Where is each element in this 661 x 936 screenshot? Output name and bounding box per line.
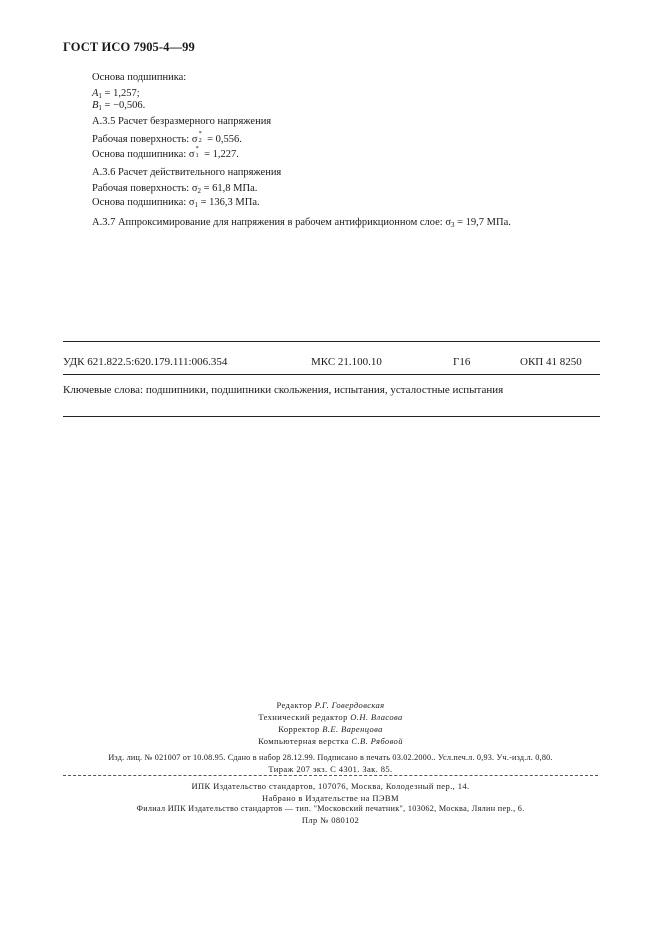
layout-line	[0, 736, 661, 746]
middle-rule	[63, 374, 600, 375]
top-rule	[63, 341, 600, 342]
okp-code: ОКП 41 8250	[520, 356, 582, 368]
a35-heading: А.3.5 Расчет безразмерного напряжения	[92, 116, 272, 127]
keywords: Ключевые слова: подшипники, подшипники скольжения, испытания, усталостные испытания	[63, 384, 504, 396]
mks-code: МКС 21.100.10	[311, 356, 382, 368]
layout-label: Компьютерная верстка	[258, 736, 349, 746]
b1-index: 1	[98, 104, 102, 112]
a1-index: 1	[98, 92, 102, 100]
a35-work-surface	[92, 130, 242, 145]
a36-work-label: Рабочая поверхность: σ	[92, 183, 198, 194]
a36-work-surface	[92, 183, 257, 195]
coef-b1	[92, 100, 145, 112]
tech-editor-line	[0, 712, 661, 722]
a37-text: А.3.7 Аппроксимирование для напряжения в рабочем антифрикционном слое: σ	[92, 217, 451, 228]
a36-work-value: = 61,8 МПа.	[203, 183, 258, 194]
editor-name: Р.Г. Говердовская	[314, 700, 385, 710]
a36-work-sub: 2	[197, 187, 202, 195]
a35-base-value: = 1,227.	[204, 149, 239, 160]
a1-symbol: A	[92, 88, 99, 99]
coef-a1	[92, 88, 140, 100]
a37-sub: 3	[450, 221, 455, 229]
a36-base	[92, 197, 260, 209]
a36-base-sub: 1	[194, 201, 198, 209]
b1-value: = −0,506.	[104, 100, 146, 111]
tech-editor-name: О.Н. Власова	[350, 712, 403, 722]
plr-line: Плр № 080102	[301, 815, 360, 825]
a36-base-value: = 136,3 МПа.	[200, 197, 260, 208]
a35-work-sub: 2	[198, 137, 202, 144]
a35-work-value: = 0,556.	[207, 134, 242, 145]
b1-symbol: B	[92, 100, 99, 111]
a35-work-sup: *	[198, 130, 202, 137]
a35-base-sup: *	[195, 145, 199, 152]
publisher-line: ИПК Издательство стандартов, 107076, Москва, Колодезный пер., 14.	[191, 781, 470, 791]
a1-value: = 1,257;	[104, 88, 140, 99]
circulation-line: Тираж 207 экз. С 4301. Зак. 85.	[268, 764, 393, 774]
editor-label: Редактор	[276, 700, 313, 710]
bottom-rule	[63, 416, 600, 417]
layout-name: С.В. Рябовой	[351, 736, 403, 746]
corrector-label: Корректор	[278, 724, 320, 734]
typeset-line: Набрано в Издательстве на ПЭВМ	[262, 793, 399, 803]
imprint-divider	[63, 775, 598, 776]
a35-base	[92, 145, 239, 160]
corrector-name: В.Е. Варенцова	[322, 724, 383, 734]
a36-heading: А.3.6 Расчет действительного напряжения	[92, 167, 282, 178]
udk-code: УДК 621.822.5:620.179.111:006.354	[63, 356, 228, 368]
base-title: Основа подшипника:	[92, 72, 187, 83]
publishing-line: Изд. лиц. № 021007 от 10.08.95. Сдано в набор 28.12.99. Подписано в печать 03.02.2000.. Усл.печ.л. 0,93. Уч.-изд.л. 0,80.	[108, 753, 553, 762]
a35-work-label: Рабочая поверхность: σ	[92, 134, 198, 145]
a35-base-label: Основа подшипника: σ	[92, 149, 195, 160]
a36-base-label: Основа подшипника: σ	[92, 197, 195, 208]
tech-editor-label: Технический редактор	[258, 712, 348, 722]
a37-approximation	[92, 217, 511, 229]
branch-line: Филиал ИПК Издательство стандартов — тип. "Московский печатник", 103062, Москва, Лялин пер., 6.	[136, 804, 525, 813]
group-code: Г16	[453, 356, 471, 368]
document-header: ГОСТ ИСО 7905-4—99	[63, 40, 195, 54]
editor-line	[0, 700, 661, 710]
corrector-line	[0, 724, 661, 734]
a37-value: = 19,7 МПа.	[457, 217, 511, 228]
a35-base-sub: 1	[195, 152, 199, 159]
